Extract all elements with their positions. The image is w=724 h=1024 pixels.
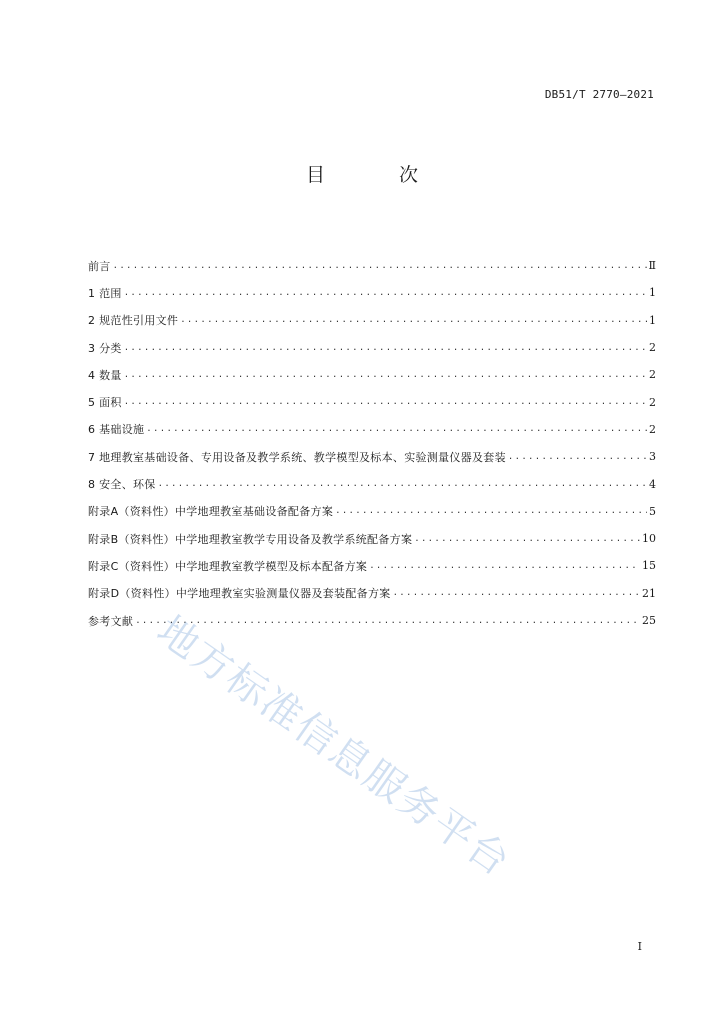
toc-entry-label: 附录A（资料性）中学地理教室基础设备配备方案 [88,505,334,519]
toc-entry-label: 6 基础设施 [88,423,145,437]
toc-entry-page: Ⅱ [648,259,656,273]
toc-entry-label: 附录C（资料性）中学地理教室教学模型及标本配备方案 [88,559,368,573]
toc-entry-page: 2 [649,368,656,382]
toc-entry[interactable] [88,525,656,552]
toc-dot-leader [146,424,647,434]
toc-entry-label: 附录D（资料性）中学地理教室实验测量仪器及套装配备方案 [88,587,391,601]
toc-dot-leader [124,397,647,407]
toc-dot-leader [124,343,647,353]
toc-entry-page: 3 [649,450,656,464]
toc-entry-label: 附录B（资料性）中学地理教室教学专用设备及教学系统配备方案 [88,532,413,546]
watermark: 地方标准信息服务平台 [148,607,519,886]
toc-entry-page: 2 [649,341,656,355]
toc-entry-page: 1 [649,286,656,300]
toc-entry[interactable] [88,552,656,579]
toc-entry-page: 2 [649,395,656,409]
toc-entry[interactable] [88,498,656,525]
page-title: 目 次 [305,164,453,186]
toc-entry[interactable] [88,580,656,607]
toc-dot-leader [124,288,647,298]
toc-dot-leader [369,561,640,571]
toc-entry[interactable] [88,388,656,415]
toc-entry[interactable] [88,361,656,388]
toc-entry-label: 8 安全、环保 [88,478,156,492]
toc-entry-label: 4 数量 [88,368,122,382]
toc-entry[interactable] [88,470,656,497]
toc-entry-page: 5 [649,504,656,518]
toc-dot-leader [335,506,647,516]
toc-entry-label: 前言 [88,259,111,273]
toc-dot-leader [113,261,647,271]
page-number: I [637,940,642,953]
toc-dot-leader [180,315,647,325]
toc-dot-leader [393,588,640,598]
toc-entry-label: 5 面积 [88,396,122,410]
toc-entry[interactable] [88,334,656,361]
toc-dot-leader [508,452,647,462]
toc-entry[interactable] [88,307,656,334]
table-of-contents [88,252,656,634]
toc-dot-leader [124,370,647,380]
toc-dot-leader [135,616,640,626]
toc-entry-label: 2 规范性引用文件 [88,314,179,328]
document-code: DB51/T 2770—2021 [544,88,654,101]
toc-entry-label: 参考文献 [88,614,134,628]
toc-entry[interactable] [88,252,656,279]
toc-dot-leader [158,479,647,489]
toc-entry[interactable] [88,443,656,470]
toc-entry-label: 7 地理教室基础设备、专用设备及教学系统、教学模型及标本、实验测量仪器及套装 [88,450,506,464]
toc-entry-page: 1 [649,313,656,327]
toc-entry-page: 10 [642,532,656,546]
toc-entry-label: 1 范围 [88,286,122,300]
toc-entry-page: 21 [642,586,656,600]
toc-entry-page: 2 [649,422,656,436]
toc-entry[interactable] [88,416,656,443]
toc-entry[interactable] [88,607,656,634]
toc-entry-label: 3 分类 [88,341,122,355]
toc-entry-page: 15 [642,559,656,573]
toc-entry-page: 25 [642,614,656,627]
toc-dot-leader [414,534,640,544]
toc-entry[interactable] [88,279,656,306]
toc-entry-page: 4 [649,477,656,491]
